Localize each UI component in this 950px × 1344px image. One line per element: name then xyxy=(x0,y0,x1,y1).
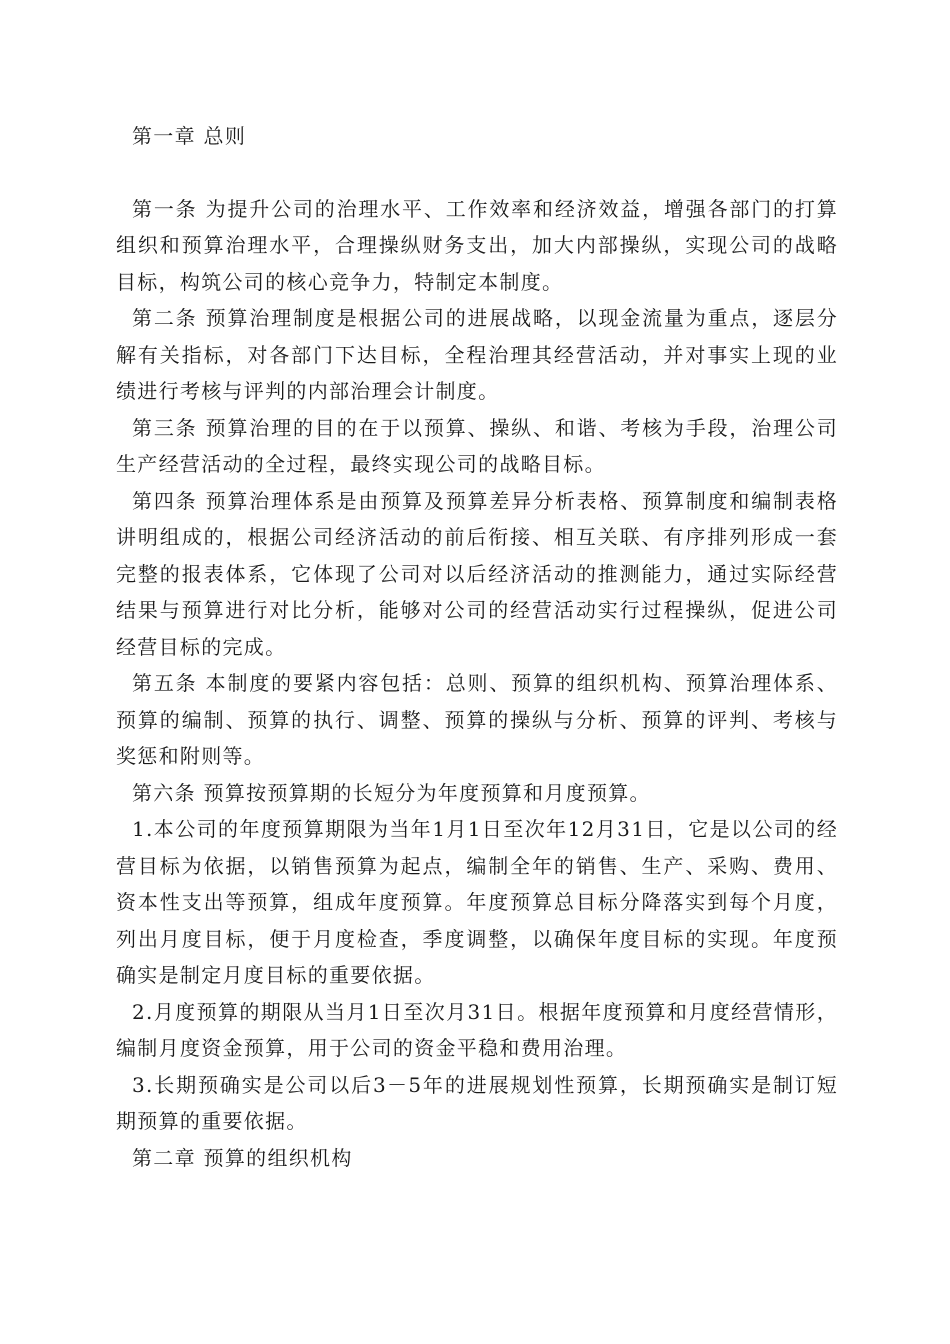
article-1: 第一条 为提升公司的治理水平、工作效率和经济效益，增强各部门的打算组织和预算治理水平，合理操纵财务支出，加大内部操纵，实现公司的战略目标，构筑公司的核心竞争力，特制定本制度。 xyxy=(116,196,838,294)
document-page xyxy=(116,118,838,1176)
chapter-2-heading: 第二章 预算的组织机构 xyxy=(132,1145,353,1170)
article-3: 第三条 预算治理的目的在于以预算、操纵、和谐、考核为手段，治理公司生产经营活动的全过程，最终实现公司的战略目标。 xyxy=(116,415,838,476)
article-6-item-2: 2.月度预算的期限从当月1日至次月31日。根据年度预算和月度经营情形，编制月度资金预算，用于公司的资金平稳和费用治理。 xyxy=(116,999,838,1060)
article-6-item-3: 3.长期预确实是公司以后3－5年的进展规划性预算，长期预确实是制订短期预算的重要依据。 xyxy=(116,1072,838,1133)
article-4: 第四条 预算治理体系是由预算及预算差异分析表格、预算制度和编制表格讲明组成的，根据公司经济活动的前后衔接、相互关联、有序排列形成一套完整的报表体系，它体现了公司对以后经济活动的推测能力，通过实际经营结果与预算进行对比分析，能够对公司的经营活动实行过程操纵，促进公司经营目标的完成。 xyxy=(116,488,838,659)
article-5: 第五条 本制度的要紧内容包括：总则、预算的组织机构、预算治理体系、预算的编制、预算的执行、调整、预算的操纵与分析、预算的评判、考核与奖惩和附则等。 xyxy=(116,671,838,768)
article-6: 第六条 预算按预算期的长短分为年度预算和月度预算。 xyxy=(132,780,651,805)
article-2: 第二条 预算治理制度是根据公司的进展战略，以现金流量为重点，逐层分解有关指标，对各部门下达目标，全程治理其经营活动，并对事实上现的业绩进行考核与评判的内部治理会计制度。 xyxy=(116,306,838,403)
article-6-item-1: 1.本公司的年度预算期限为当年1月1日至次年12月31日，它是以公司的经营目标为依据，以销售预算为起点，编制全年的销售、生产、采购、费用、资本性支出等预算，组成年度预算。年度预算总目标分降落实到每个月度，列出月度目标，便于月度检查，季度调整，以确保年度目标的实现。年度预确实是制定月度目标的重要依据。 xyxy=(116,817,838,987)
chapter-1-heading: 第一章 总则 xyxy=(132,124,247,148)
